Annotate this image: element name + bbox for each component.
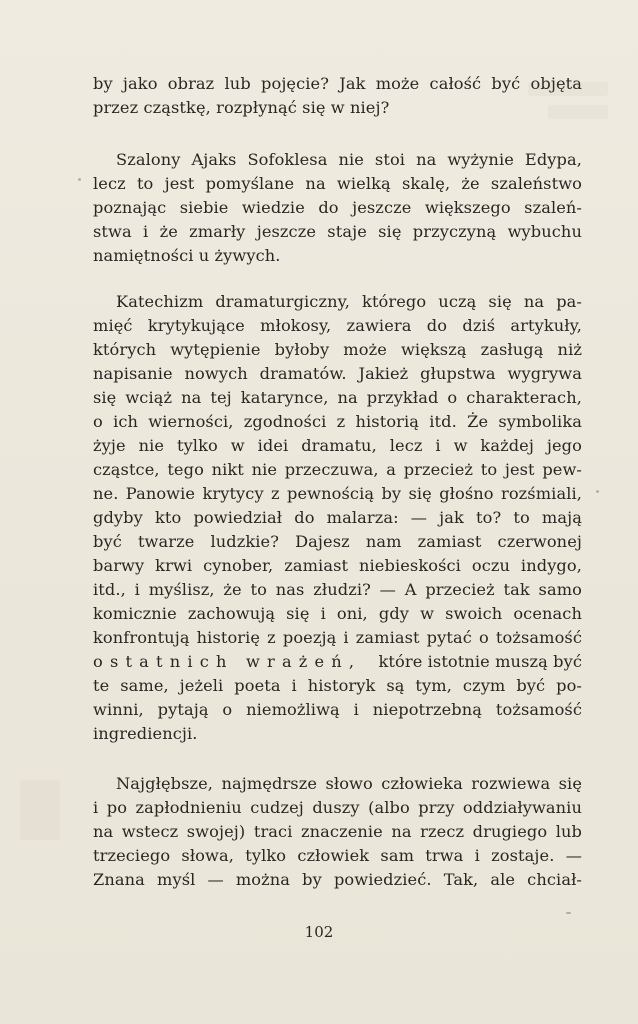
text-line: Katechizm dramaturgiczny, którego uczą się na pa- (116, 292, 582, 311)
text-line: gdyby kto powiedział do malarza: — jak to? to mają (93, 508, 582, 527)
paper-speck (596, 490, 599, 493)
bleed-through-mark (20, 780, 60, 840)
text-line: i po zapłodnieniu cudzej duszy (albo przy oddziaływaniu (93, 798, 582, 817)
text-line: być twarze ludzkie? Dajesz nam zamiast czerwonej (93, 532, 582, 551)
bleed-through-mark (528, 82, 608, 96)
text-line: poznając siebie wiedzie do jeszcze większego szaleń- (93, 198, 582, 217)
text-line: barwy krwi cynober, zamiast niebieskości oczu indygo, (93, 556, 582, 575)
text-line: o ich wierności, zgodności z historią itd. Że symbolika (93, 412, 582, 431)
text-fragment: które istotnie muszą być (378, 652, 582, 671)
text-line: Najgłębsze, najmędrsze słowo człowieka rozwiewa się (116, 774, 582, 793)
text-line: namiętności u żywych. (93, 246, 281, 265)
text-line: się wciąż na tej katarynce, na przykład o charakterach, (93, 388, 582, 407)
text-line: te same, jeżeli poeta i historyk są tym, czym być po- (93, 676, 582, 695)
text-line: Szalony Ajaks Sofoklesa nie stoi na wyżynie Edypa, (116, 150, 582, 169)
text-line: trzeciego słowa, tylko człowiek sam trwa i zostaje. — (93, 846, 582, 865)
text-line: ne. Panowie krytycy z pewnością by się głośno rozśmiali, (93, 484, 582, 503)
text-line: na wstecz swojej) traci znaczenie na rzecz drugiego lub (93, 822, 582, 841)
text-line: przez cząstkę, rozpłynąć się w niej? (93, 98, 390, 117)
text-line: konfrontują historię z poezją i zamiast pytać o tożsamość (93, 628, 582, 647)
text-line: by jako obraz lub pojęcie? Jak może całość być objęta (93, 74, 582, 93)
text-line: żyje nie tylko w idei dramatu, lecz i w każdej jego (93, 436, 582, 455)
paper-speck (566, 912, 571, 914)
text-line: napisanie nowych dramatów. Jakież głupstwa wygrywa (93, 364, 582, 383)
bleed-through-mark (548, 105, 608, 119)
text-line: komicznie zachowują się i oni, gdy w swoich ocenach (93, 604, 582, 623)
text-line (93, 650, 582, 674)
text-line: stwa i że zmarły jeszcze staje się przyczyną wybuchu (93, 222, 582, 241)
text-line: których wytępienie byłoby może większą zasługą niż (93, 340, 582, 359)
text-line: cząstce, tego nikt nie przeczuwa, a przecież to jest pew- (93, 460, 582, 479)
text-line: winni, pytają o niemożliwą i niepotrzebną tożsamość (93, 700, 582, 719)
text-line: ingrediencji. (93, 724, 198, 743)
text-line: Znana myśl — można by powiedzieć. Tak, ale chciał- (93, 870, 582, 889)
paper-speck (78, 178, 81, 181)
text-line: itd., i myślisz, że to nas złudzi? — A przecież tak samo (93, 580, 582, 599)
text-line: lecz to jest pomyślane na wielką skalę, że szaleństwo (93, 174, 582, 193)
emphasized-text: ostatnich wrażeń, (93, 652, 362, 671)
page-number: 102 (304, 923, 334, 941)
text-line: mięć krytykujące młokosy, zawiera do dziś artykuły, (93, 316, 582, 335)
